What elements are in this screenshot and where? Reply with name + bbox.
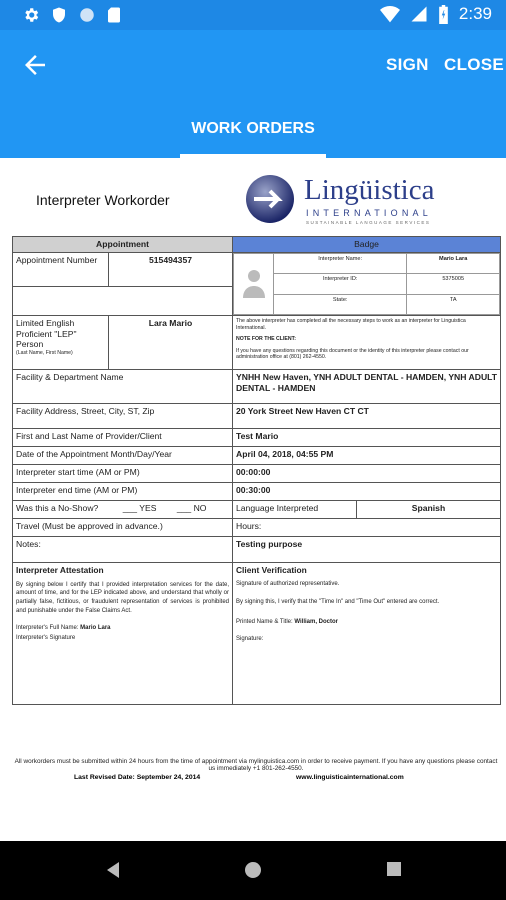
workorder-document [0, 158, 506, 841]
badge-note-cell [233, 316, 501, 370]
logo-tagline: SUSTAINABLE LANGUAGE SERVICES [306, 220, 431, 225]
address-label: Facility Address, Street, City, ST, Zip [13, 404, 233, 429]
badge-state-label: State: [274, 294, 407, 314]
logo-name: Lingüistica [304, 174, 435, 206]
notes-label: Notes: [13, 537, 233, 563]
gear-icon [22, 6, 40, 24]
signal-icon [410, 5, 428, 23]
badge-note-label: NOTE FOR THE CLIENT: [236, 336, 296, 342]
badge-id-label: Interpreter ID: [274, 274, 407, 294]
appointment-number-label: Appointment Number [13, 253, 109, 287]
lep-value: Lara Mario [109, 316, 233, 370]
date-value: April 04, 2018, 04:55 PM [233, 447, 501, 465]
appointment-header: Appointment [13, 237, 233, 253]
hours-label: Hours: [233, 519, 501, 537]
printed-name: William, Doctor [294, 618, 338, 625]
appointment-empty-cell [13, 286, 233, 315]
tab-work-orders[interactable]: WORK ORDERS [191, 120, 315, 137]
attestation-title: Interpreter Attestation [16, 565, 104, 575]
start-time-value: 00:00:00 [233, 465, 501, 483]
address-value: 20 York Street New Haven CT CT [233, 404, 501, 429]
language-value: Spanish [357, 501, 501, 519]
noshow-cell [13, 501, 233, 519]
navigation-bar [0, 841, 506, 900]
recents-nav-icon[interactable] [386, 861, 402, 877]
end-time-label: Interpreter end time (AM or PM) [13, 483, 233, 501]
close-button[interactable]: CLOSE [444, 55, 505, 74]
badge-state: TA [407, 294, 500, 314]
verification-text: By signing this, I verify that the "Time In" and "Time Out" entered are correct. [236, 599, 440, 605]
facility-value: YNHH New Haven, YNH ADULT DENTAL - HAMDEN, YNH ADULT DENTAL - HAMDEN [233, 370, 501, 404]
language-label: Language Interpreted [233, 501, 357, 519]
travel-label: Travel (Must be approved in advance.) [13, 519, 233, 537]
provider-label: First and Last Name of Provider/Client [13, 429, 233, 447]
printed-name-label: Printed Name & Title: [236, 618, 293, 625]
website-link: www.linguisticainternational.com [296, 774, 404, 781]
badge-id: 5375005 [407, 274, 500, 294]
shield-icon [50, 6, 68, 24]
workorder-table [12, 236, 501, 705]
back-arrow-icon[interactable] [20, 50, 50, 80]
provider-value: Test Mario [233, 429, 501, 447]
status-bar [0, 0, 506, 30]
noshow-no: ___ NO [176, 503, 207, 513]
badge-name-label: Interpreter Name: [274, 254, 407, 274]
start-time-label: Interpreter start time (AM or PM) [13, 465, 233, 483]
verification-title: Client Verification [236, 565, 307, 575]
lep-label: Limited English Proficient "LEP" Person [16, 318, 77, 350]
verification-sig-text: Signature of authorized representative. [236, 580, 340, 587]
attestation-cell [13, 563, 233, 705]
sign-button[interactable]: SIGN [386, 55, 429, 74]
status-time: 2:39 [458, 4, 492, 23]
circle-icon [78, 6, 96, 24]
lep-label-cell [13, 316, 109, 370]
logo-sub: INTERNATIONAL [306, 208, 432, 218]
logo-globe-icon [244, 173, 296, 225]
badge-note-text: If you have any questions regarding this document or the identity of this interpreter please contact our administration office at (801) 262-4550. [236, 347, 469, 360]
end-time-value: 00:30:00 [233, 483, 501, 501]
lep-sublabel: (Last Name, First Name) [16, 350, 73, 357]
back-nav-icon[interactable] [104, 861, 122, 879]
linguistica-logo [244, 170, 476, 228]
signature-label: Signature: [236, 636, 264, 643]
app-bar [0, 30, 506, 158]
date-label: Date of the Appointment Month/Day/Year [13, 447, 233, 465]
badge-header: Badge [233, 237, 501, 253]
sd-card-icon [106, 6, 122, 24]
interp-full-name-label: Interpreter's Full Name: [16, 625, 79, 632]
interp-full-name: Mario Lara [80, 625, 111, 632]
wifi-icon [380, 5, 400, 23]
battery-icon [438, 5, 449, 24]
noshow-label: Was this a No-Show? [16, 503, 99, 513]
badge-name: Mario Lara [407, 254, 500, 274]
facility-label: Facility & Department Name [13, 370, 233, 404]
attestation-text: By signing below I certify that I provided interpretation services for the date, amount of time, and for the LEP indicated above, and understand that wholly or partially false, fictitious, or fraudulent representation of services is prohibited and punishable under the False Claims Act. [16, 581, 229, 614]
noshow-yes: ___ YES [122, 503, 157, 513]
person-silhouette-icon [242, 268, 266, 298]
footer-note: All workorders must be submitted within 24 hours from the time of appointment via mylinguistica.com in order to receive payment. If you have any questions please contact us immediately +1 801-262-4550. [14, 758, 498, 772]
revised-date: Last Revised Date: September 24, 2014 [74, 774, 201, 781]
verification-cell [233, 563, 501, 705]
badge-completed-text: The above interpreter has completed all the necessary steps to work as an interpreter for Linguistica International. [236, 318, 466, 331]
document-title: Interpreter Workorder [36, 192, 170, 208]
notes-value: Testing purpose [233, 537, 501, 563]
badge-box [233, 253, 501, 316]
home-nav-icon[interactable] [244, 861, 262, 879]
appointment-number: 515494357 [109, 253, 233, 287]
interp-signature-label: Interpreter's Signature [16, 634, 76, 641]
